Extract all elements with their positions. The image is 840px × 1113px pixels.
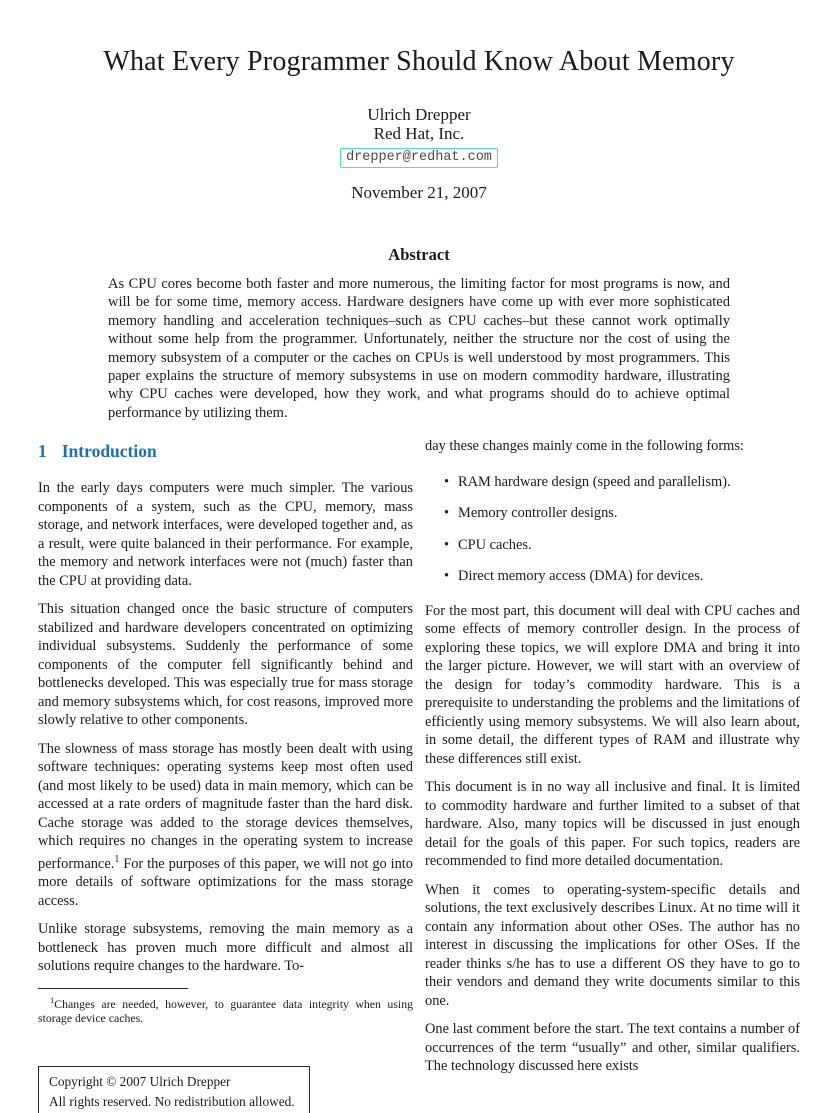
paragraph: This situation changed once the basic structure of computers stabilized and hardware developers concentrated on optimizing individual subsystems. Suddenly the performance of some components of the computer fell significantly behind and bottlenecks developed. This was especially true for mass storage and memory subsystems which, for cost reasons, improved more slowly relative to other components. [38, 601, 413, 729]
list-item [444, 504, 800, 523]
paragraph: This document is in no way all inclusive and final. It is limited to commodity hardware and further limited to a subset of that hardware. Also, many topics will be discussed in just enough detail for the goals of this paper. For such topics, readers are recommended to find more detailed documentation. [425, 779, 800, 870]
paragraph: One last comment before the start. The text contains a number of occurrences of the term “usually” and other, similar qualifiers. The technology discussed here exists [425, 1021, 800, 1075]
bullet-icon: • [444, 568, 450, 585]
left-column [38, 437, 413, 1113]
footnote-marker: 1 [50, 994, 55, 1005]
paragraph: For the most part, this document will deal with CPU caches and some effects of memory controller design. In the process of exploring these topics, we will explore DMA and bring it into the larger picture. However, we will start with an overview of the design for today’s commodity hardware. This is a prerequisite to understanding the problems and the limitations of efficiently using memory subsystems. We will also learn about, in some detail, the different types of RAM and illustrate why these differences still exist. [425, 602, 800, 767]
bullet-icon: • [444, 505, 450, 522]
right-column [425, 437, 800, 1113]
abstract-section [108, 245, 730, 422]
section-number: 1 [38, 441, 47, 462]
abstract-text: As CPU cores become both faster and more numerous, the limiting factor for most programs is now, and will be for some time, memory access. Hardware designers have come up with ever more sophisticated memory handling and acceleration techniques–such as CPU caches–but these cannot work optimally without some help from the programmer. Unfortunately, neither the structure nor the cost of using the memory subsystem of a computer or the caches on CPUs is well understood by most programmers. This paper explains the structure of memory subsystems in use on modern commodity hardware, illustrating why CPU caches were developed, how they work, and what programs should do to achieve optimal performance by utilizing them. [108, 276, 730, 421]
bullet-icon: • [444, 536, 450, 553]
bullet-list [425, 473, 800, 586]
section-heading [38, 441, 413, 462]
bullet-icon: • [444, 473, 450, 490]
list-item-text: Direct memory access (DMA) for devices. [458, 568, 704, 585]
paragraph-continuation: day these changes mainly come in the following forms: [425, 438, 744, 455]
author-block [38, 105, 800, 203]
list-item-text: Memory controller designs. [458, 505, 618, 522]
footnote [38, 993, 413, 1027]
copyright-box [38, 1066, 310, 1113]
page-title: What Every Programmer Should Know About Memory [103, 46, 735, 77]
paragraph: In the early days computers were much simpler. The various components of a system, such as the CPU, memory, mass storage, and network interfaces, were developed together and, as a result, were quite balanced in their performance. For example, the memory and network interfaces were not (much) faster than the CPU at providing data. [38, 480, 413, 589]
paper-date: November 21, 2007 [351, 183, 487, 202]
email-link[interactable]: drepper@redhat.com [340, 148, 498, 168]
list-item-text: RAM hardware design (speed and parallelism). [458, 473, 731, 490]
list-item [444, 567, 800, 586]
paragraph: When it comes to operating-system-specific details and solutions, the text exclusively describes Linux. At no time will it contain any information about other OSes. The author has no interest in discussing the implications for other OSes. If the reader thinks s/he has to use a different OS they have to go to their vendors and demand they write documents similar to this one. [425, 881, 800, 1009]
copyright-line: All rights reserved. No redistribution allowed. [49, 1093, 295, 1109]
paragraph: Unlike storage subsystems, removing the main memory as a bottleneck has proven much more difficult and almost all solutions require changes to the hardware. To- [38, 921, 413, 975]
paragraph-text: For the purposes of this paper, we will not go into more details of software optimizations for the mass storage access. [38, 855, 413, 909]
paragraph-text: The slowness of mass storage has mostly been dealt with using software techniques: operating systems keep most often used (and most likely to be used) data in main memory, which can be accessed at a rate orders of magnitude faster than the hard disk. Cache storage was added to the storage devices themselves, which requires no changes in the operating system to increase performance. [38, 740, 413, 872]
list-item-text: CPU caches. [458, 536, 532, 553]
section-title: Introduction [61, 441, 157, 462]
abstract-heading: Abstract [388, 245, 450, 264]
footnote-ref: 1 [114, 853, 120, 865]
footnote-text: Changes are needed, however, to guarantee data integrity when using storage device caches. [38, 996, 413, 1026]
list-item [444, 536, 800, 555]
copyright-line: Copyright © 2007 Ulrich Drepper [49, 1074, 231, 1090]
two-column-body [38, 437, 800, 1113]
email-wrap [38, 147, 800, 168]
paragraph [38, 740, 413, 910]
footnote-rule [38, 988, 188, 989]
author-affiliation: Red Hat, Inc. [373, 124, 465, 143]
list-item [444, 473, 800, 492]
author-name: Ulrich Drepper [367, 105, 471, 124]
